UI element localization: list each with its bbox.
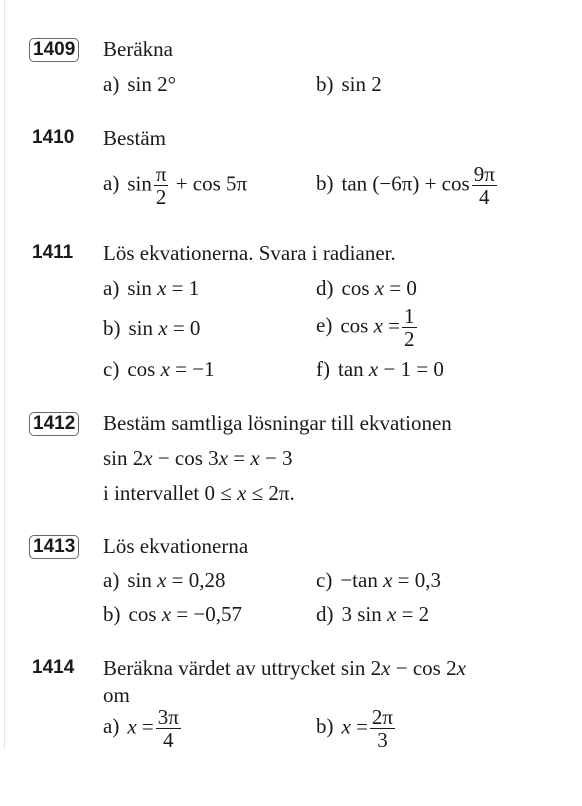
func: 3 sin — [341, 602, 382, 626]
variable: x — [127, 714, 137, 739]
variable: x — [374, 276, 385, 300]
equals: = — [356, 714, 368, 739]
equals: = — [141, 714, 154, 739]
denominator: 2 — [404, 327, 415, 351]
task-1413b — [103, 601, 242, 627]
func: −tan — [340, 568, 378, 592]
page-edge — [4, 0, 5, 750]
numerator: 9π — [473, 162, 495, 186]
rhs: = 2 — [401, 602, 430, 626]
variable: x — [341, 714, 351, 739]
task-expression: tan (−6π) + cos — [341, 171, 470, 196]
task-1410a — [103, 163, 247, 208]
equals: = — [228, 446, 251, 470]
func: sin — [127, 568, 152, 592]
problem-title-1414 — [103, 655, 466, 681]
problem-title-1411: Lös ekvationerna. Svara i radianer. — [103, 241, 396, 265]
variable: x — [381, 656, 391, 680]
interval-text: ≤ 2π. — [246, 481, 295, 505]
func: cos — [128, 602, 157, 626]
task-1414b — [316, 706, 397, 751]
rhs: = 0,3 — [397, 568, 441, 592]
func: cos — [127, 357, 156, 381]
numerator: π — [155, 162, 167, 186]
task-label: b) — [103, 316, 121, 340]
task-label: a) — [103, 171, 120, 196]
task-expression: sin 2 — [341, 72, 382, 96]
denominator: 4 — [478, 185, 490, 209]
variable: x — [160, 357, 170, 381]
task-1411e — [316, 305, 419, 350]
problem-title-1414-cont: om — [103, 683, 130, 707]
variable: x — [368, 357, 379, 381]
fraction — [402, 305, 417, 350]
problem-number-1410: 1410 — [32, 127, 75, 148]
rhs: = 0,28 — [171, 568, 226, 592]
task-label: f) — [316, 357, 330, 381]
fraction — [472, 163, 497, 208]
variable: x — [250, 446, 260, 470]
rhs: = −0,57 — [176, 602, 243, 626]
func-sin: sin — [127, 171, 152, 196]
func: sin — [127, 276, 152, 300]
task-1411d — [316, 275, 417, 301]
task-label: a) — [103, 714, 120, 739]
task-label: b) — [316, 714, 334, 739]
task-label: c) — [316, 568, 333, 592]
task-label: d) — [316, 602, 334, 626]
task-1411b — [103, 315, 200, 341]
task-label: b) — [103, 602, 121, 626]
numerator: 2π — [371, 705, 394, 729]
task-1413c — [316, 567, 441, 593]
variable: x — [373, 313, 383, 338]
task-label: b) — [316, 171, 334, 196]
task-label: d) — [316, 276, 334, 300]
task-label: a) — [103, 568, 120, 592]
task-1410b — [316, 163, 499, 208]
denominator: 2 — [155, 185, 167, 209]
task-1414a — [103, 706, 183, 751]
task-label: a) — [103, 276, 120, 300]
term: − cos 2 — [390, 656, 457, 680]
term: − 3 — [259, 446, 293, 470]
func: tan — [338, 357, 364, 381]
rhs: = 0 — [172, 316, 201, 340]
problem-title-1409: Beräkna — [103, 37, 173, 61]
fraction — [370, 706, 395, 751]
variable: x — [218, 446, 229, 470]
rhs: = 0 — [389, 276, 417, 300]
variable: x — [157, 568, 167, 592]
rhs: = 1 — [171, 276, 200, 300]
problem-number-1411: 1411 — [32, 242, 74, 263]
fraction — [156, 706, 181, 751]
task-1413d — [316, 601, 429, 627]
task-expression: + cos 5π — [175, 171, 248, 196]
task-label: a) — [103, 72, 120, 96]
task-expression: sin 2° — [127, 72, 176, 96]
task-label: b) — [316, 72, 334, 96]
func: cos — [341, 276, 370, 300]
interval-text: i intervallet 0 ≤ — [103, 481, 237, 505]
variable: x — [237, 481, 247, 505]
variable: x — [387, 602, 397, 626]
equals: = — [388, 313, 400, 338]
task-label: e) — [316, 313, 333, 338]
task-1411c — [103, 356, 215, 382]
task-1413a — [103, 567, 226, 593]
term: − cos 3 — [152, 446, 219, 470]
term: sin 2 — [103, 446, 144, 470]
numerator: 1 — [404, 304, 415, 328]
fraction — [154, 163, 169, 208]
variable: x — [158, 316, 168, 340]
problem-number-1412: 1412 — [29, 412, 79, 436]
rhs: − 1 = 0 — [383, 357, 444, 381]
title-text: Beräkna värdet av uttrycket — [103, 656, 336, 680]
func: cos — [340, 313, 369, 338]
term: sin 2 — [340, 656, 382, 680]
variable: x — [383, 568, 393, 592]
problem-number-1409: 1409 — [29, 38, 79, 62]
interval-1412 — [103, 480, 295, 506]
equation-1412 — [103, 445, 293, 471]
problem-title-1412: Bestäm samtliga lösningar till ekvationen — [103, 411, 452, 435]
variable: x — [157, 276, 167, 300]
func: sin — [128, 316, 154, 340]
problem-number-1414: 1414 — [32, 657, 75, 678]
denominator: 3 — [377, 728, 388, 752]
problem-number-1413: 1413 — [29, 535, 79, 559]
task-label: c) — [103, 357, 120, 381]
variable: x — [143, 446, 153, 470]
rhs: = −1 — [175, 357, 215, 381]
task-1411f — [316, 356, 444, 382]
variable: x — [161, 602, 172, 626]
task-1409a — [103, 71, 176, 97]
task-1411a — [103, 275, 199, 301]
problem-title-1413: Lös ekvationerna — [103, 534, 249, 558]
denominator: 4 — [163, 728, 174, 752]
task-1409b — [316, 71, 382, 97]
variable: x — [456, 656, 466, 680]
numerator: 3π — [157, 705, 179, 729]
problem-title-1410: Bestäm — [103, 126, 166, 150]
